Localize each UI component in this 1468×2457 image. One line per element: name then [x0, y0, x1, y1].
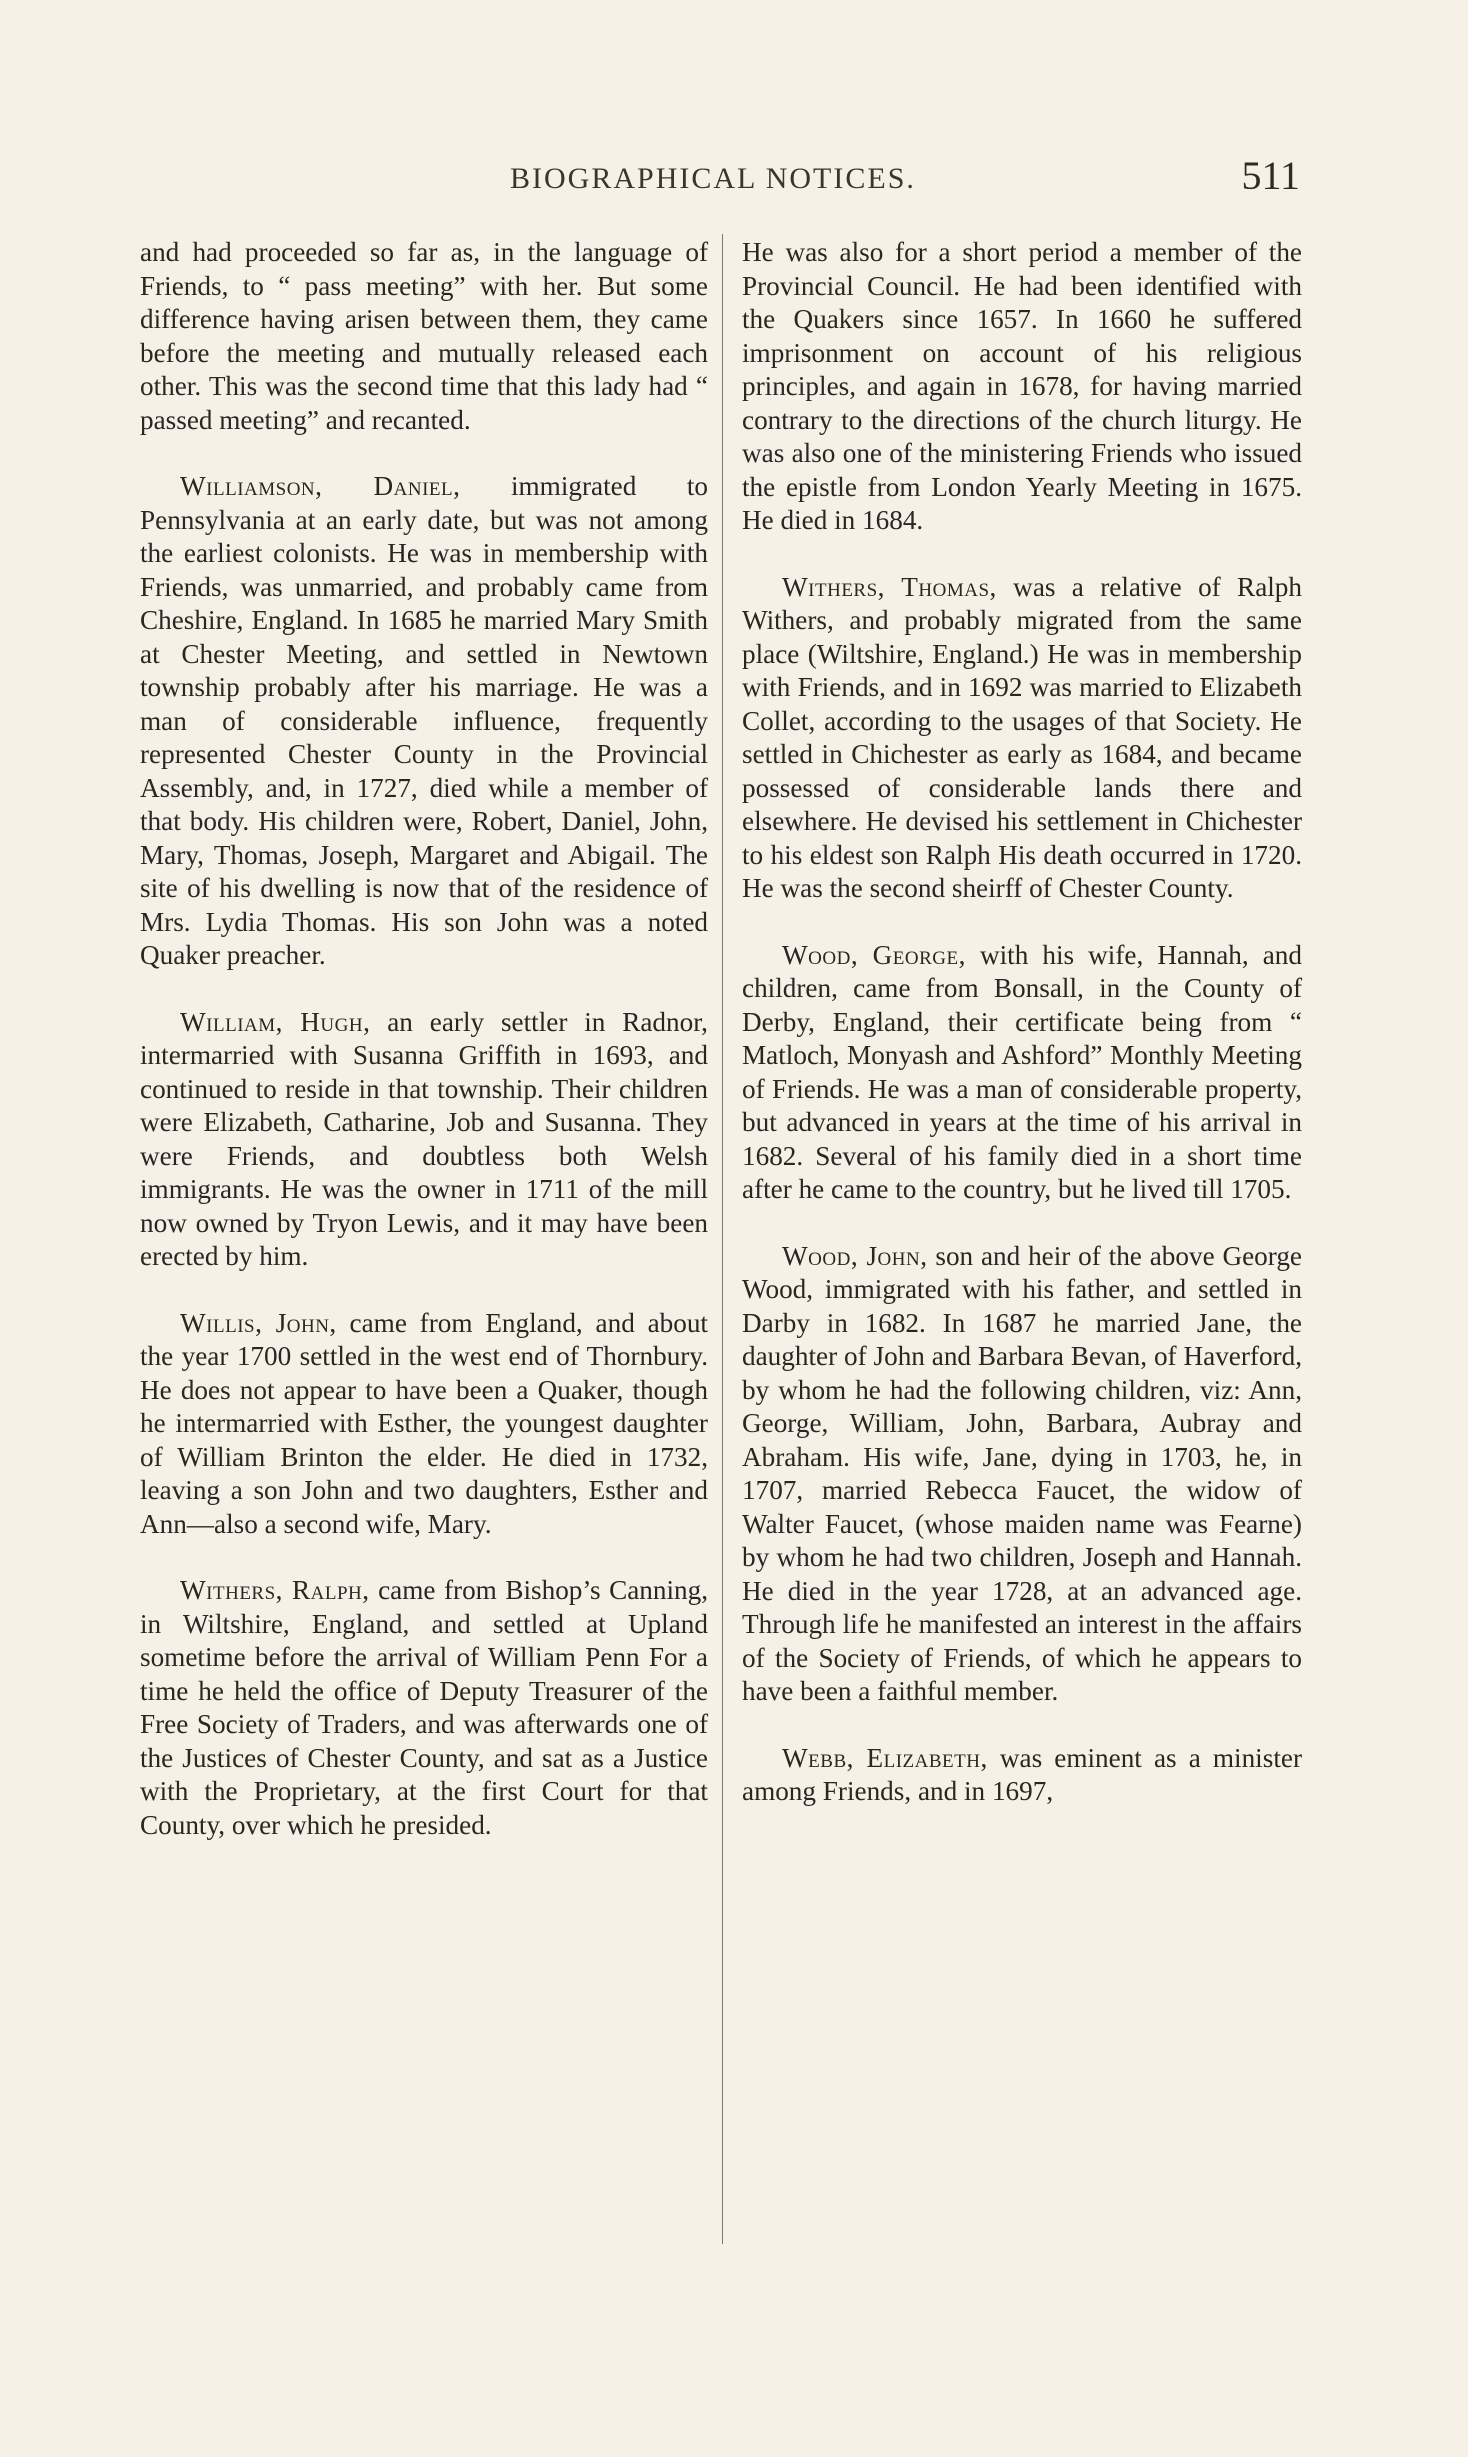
entry-body: was a relative of Ralph Withers, and probably migrated from the same place (Wiltshire, England.) He was in membership with Friends, and in 1692 was married to Elizabeth Collet, according to the usages of that Society. He settled in Chichester as early as 1684, and became possessed of considerable lands there and elsewhere. He devised his settlement in Chichester to his eldest son Ralph His death occurred in 1720. He was the second sheirff of Chester County.	[742, 571, 1302, 903]
entry-williamson-daniel	[140, 470, 708, 973]
entry-body: came from Bishop’s Canning, in Wiltshire, England, and settled at Upland sometime before the arrival of William Penn For a time he held the office of Deputy Treasurer of the Free Society of Traders, and was afterwards one of the Justices of Chester County, and sat as a Justice with the Proprietary, at the first Court for that County, over which he presided.	[140, 1575, 708, 1840]
entry-heading: Withers, Ralph,	[180, 1575, 370, 1605]
right-column	[742, 236, 1302, 1809]
entry-heading: Williamson, Daniel,	[180, 471, 461, 501]
page-header	[140, 152, 1300, 202]
page-number: 511	[1241, 153, 1300, 198]
entry-william-hugh	[140, 1006, 708, 1274]
entry-body: son and heir of the above George Wood, immigrated with his father, and settled in Darby in 1682. In 1687 he married Jane, the daughter of John and Barbara Bevan, of Haverford, by whom he had the following children, viz: Ann, George, William, John, Barbara, Aubray and Abraham. His wife, Jane, dying in 1703, he, in 1707, married Rebecca Faucet, the widow of Walter Faucet, (whose maiden name was Fearne) by whom he had two children, Joseph and Hannah. He died in the year 1728, at an advanced age. Through life he manifested an interest in the affairs of the Society of Friends, of which he appears to have been a faithful member.	[742, 1240, 1302, 1706]
entry-withers-ralph	[140, 1574, 708, 1842]
entry-heading: Withers, Thomas,	[782, 571, 997, 602]
entry-heading: Webb, Elizabeth,	[782, 1742, 988, 1773]
entry-heading: Wood, John,	[782, 1240, 928, 1271]
entry-webb-elizabeth	[742, 1742, 1302, 1809]
entry-withers-thomas	[742, 571, 1302, 906]
running-head: BIOGRAPHICAL NOTICES.	[510, 162, 916, 195]
entry-heading: William, Hugh,	[180, 1006, 371, 1037]
continued-paragraph: He was also for a short period a member of the Provincial Council. He had been identified with the Quakers since 1657. In 1660 he suffered imprisonment on account of his religious principles, and again in 1678, for having married contrary to the directions of the church liturgy. He was also one of the ministering Friends who issued the epistle from London Yearly Meeting in 1675. He died in 1684.	[742, 237, 1302, 535]
left-column	[140, 236, 708, 1842]
continued-paragraph: and had proceeded so far as, in the language of Friends, to “ pass meeting” with her. But some difference having arisen between them, they came before the meeting and mutually released each other. This was the second time that this lady had “ passed meeting” and recanted.	[140, 237, 708, 435]
column-divider	[722, 234, 723, 2244]
entry-wood-john	[742, 1240, 1302, 1709]
entry-body: with his wife, Hannah, and children, came from Bonsall, in the County of Derby, England, their certificate being from “ Matloch, Monyash and Ashford” Monthly Meeting of Friends. He was a man of considerable property, but advanced in years at the time of his arrival in 1682. Several of his family died in a short time after he came to the country, but he lived till 1705.	[742, 939, 1302, 1204]
entry-wood-george	[742, 939, 1302, 1207]
entry-body: came from England, and about the year 1700 settled in the west end of Thornbury. He does not appear to have been a Quaker, though he intermarried with Esther, the youngest daughter of William Brinton the elder. He died in 1732, leaving a son John and two daughters, Esther and Ann—also a second wife, Mary.	[140, 1307, 708, 1539]
entry-body: was eminent as a minister among Friends, and in 1697,	[742, 1742, 1302, 1806]
entry-heading: Willis, John,	[180, 1307, 337, 1338]
entry-heading: Wood, George,	[782, 939, 966, 970]
entry-body: immigrated to Pennsylvania at an early date, but was not among the earliest colonists. He was in membership with Friends, was unmarried, and probably came from Cheshire, England. In 1685 he married Mary Smith at Chester Meeting, and settled in Newtown township probably after his marriage. He was a man of considerable influence, frequently represented Chester County in the Provincial Assembly, and, in 1727, died while a member of that body. His children were, Robert, Daniel, John, Mary, Thomas, Joseph, Margaret and Abigail. The site of his dwelling is now that of the residence of Mrs. Lydia Thomas. His son John was a noted Quaker preacher.	[140, 471, 708, 970]
entry-willis-john	[140, 1307, 708, 1542]
entry-body: an early settler in Radnor, intermarried with Susanna Griffith in 1693, and continued to reside in that township. Their children were Elizabeth, Catharine, Job and Susanna. They were Friends, and doubtless both Welsh immigrants. He was the owner in 1711 of the mill now owned by Tryon Lewis, and it may have been erected by him.	[140, 1006, 708, 1271]
